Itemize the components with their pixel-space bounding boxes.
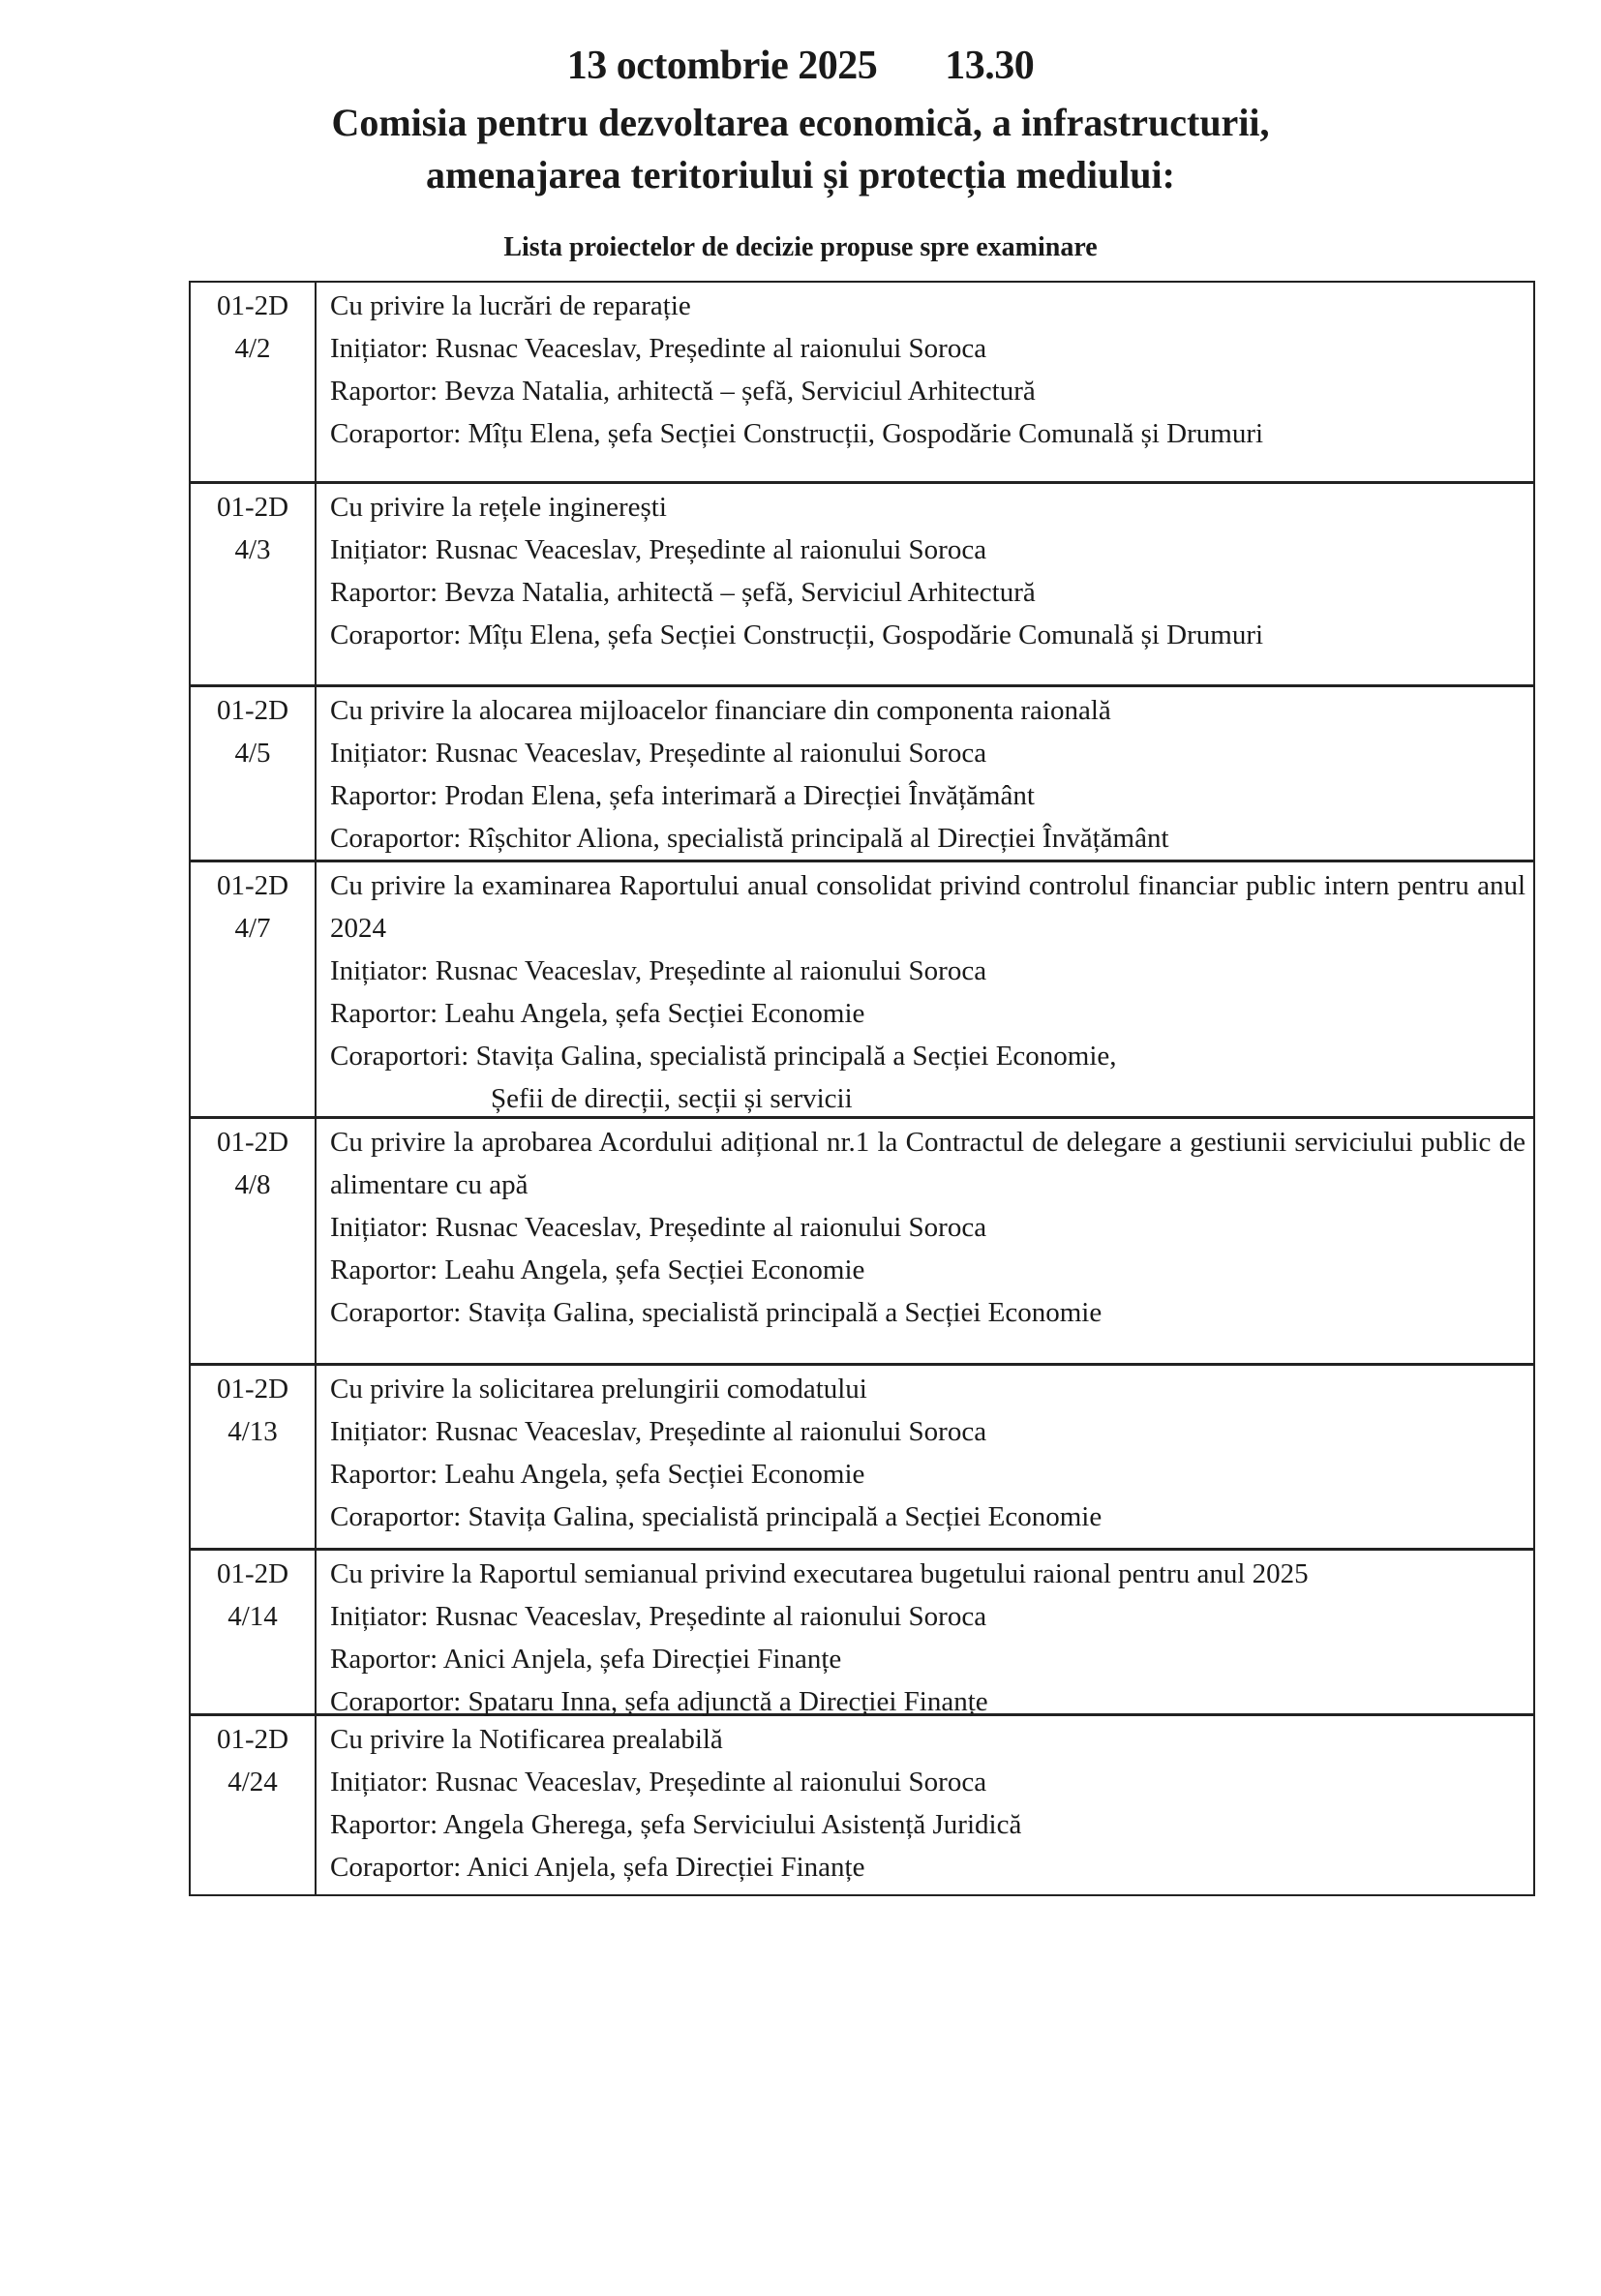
project-raportor: Raportor: Bevza Natalia, arhitectă – șefă, Serviciul Arhitectură [330, 376, 1036, 407]
table-row [191, 1713, 1533, 1894]
committee-title-line2: amenajarea teritoriului și protecția mediului: [426, 153, 1175, 196]
project-coraportor: Coraportor: Anici Anjela, șefa Direcției Finanțe [330, 1852, 865, 1883]
project-title: Cu privire la lucrări de reparație [330, 290, 691, 321]
project-number: 4/5 [234, 738, 271, 769]
project-title: Cu privire la Notificarea prealabilă [330, 1724, 723, 1755]
project-title: Cu privire la rețele inginerești [330, 492, 667, 523]
project-initiator: Inițiator: Rusnac Veaceslav, Președinte al raionului Soroca [330, 534, 987, 565]
project-coraportor: Coraportor: Stavița Galina, specialistă principală a Secției Economie [330, 1297, 1103, 1328]
project-code: 01-2D [216, 492, 289, 523]
project-raportor: Raportor: Leahu Angela, șefa Secției Economie [330, 1459, 865, 1490]
project-code: 01-2D [216, 870, 289, 901]
project-details-cell [317, 484, 1533, 684]
table-row [191, 684, 1533, 860]
project-number: 4/13 [227, 1416, 278, 1447]
project-number: 4/8 [234, 1169, 271, 1200]
project-code-cell [191, 1716, 317, 1894]
meeting-date-time [0, 43, 1601, 89]
project-raportor: Raportor: Angela Gherega, șefa Serviciului Asistență Juridică [330, 1809, 1022, 1840]
project-details-cell [317, 862, 1533, 1116]
table-row [191, 1363, 1533, 1548]
project-code: 01-2D [216, 290, 289, 321]
meeting-date: 13 octombrie 2025 [566, 44, 878, 88]
project-number: 4/2 [234, 333, 271, 364]
project-coraportor: Coraportor: Mîțu Elena, șefa Secției Construcții, Gospodărie Comunală și Drumuri [330, 418, 1264, 449]
table-row [191, 860, 1533, 1116]
project-initiator: Inițiator: Rusnac Veaceslav, Președinte al raionului Soroca [330, 333, 987, 364]
project-code: 01-2D [216, 1724, 289, 1755]
project-code: 01-2D [216, 1558, 289, 1589]
projects-table [189, 281, 1535, 1896]
project-code-cell [191, 1366, 317, 1548]
project-details-cell [317, 1716, 1533, 1894]
project-coraportor: Coraportor: Mîțu Elena, șefa Secției Construcții, Gospodărie Comunală și Drumuri [330, 619, 1264, 650]
project-code-cell [191, 1119, 317, 1363]
project-title: Cu privire la Raportul semianual privind executarea bugetului raional pentru anul 2025 [330, 1558, 1309, 1589]
project-initiator: Inițiator: Rusnac Veaceslav, Președinte al raionului Soroca [330, 1212, 987, 1243]
project-coraportor-extra: Șefii de direcții, secții și servicii [491, 1083, 853, 1114]
project-raportor: Raportor: Leahu Angela, șefa Secției Economie [330, 998, 865, 1029]
project-number: 4/24 [227, 1767, 278, 1798]
project-raportor: Raportor: Prodan Elena, șefa interimară a Direcției Învățământ [330, 780, 1035, 811]
project-initiator: Inițiator: Rusnac Veaceslav, Președinte al raionului Soroca [330, 1416, 987, 1447]
project-number: 4/7 [234, 913, 271, 944]
list-title: Lista proiectelor de decizie propuse spre examinare [503, 232, 1098, 262]
project-code: 01-2D [216, 1127, 289, 1158]
project-code: 01-2D [216, 1374, 289, 1405]
project-title: Cu privire la alocarea mijloacelor financiare din componenta raională [330, 695, 1111, 726]
project-title: Cu privire la solicitarea prelungirii comodatului [330, 1374, 867, 1405]
project-code-cell [191, 283, 317, 481]
project-code: 01-2D [216, 695, 289, 726]
project-coraportor: Coraportori: Stavița Galina, specialistă principală a Secției Economie, [330, 1041, 1117, 1072]
project-initiator: Inițiator: Rusnac Veaceslav, Președinte al raionului Soroca [330, 955, 987, 986]
project-code-cell [191, 862, 317, 1116]
project-coraportor: Coraportor: Spataru Inna, șefa adjunctă a Direcției Finanțe [330, 1686, 988, 1717]
table-row [191, 283, 1533, 481]
project-number: 4/14 [227, 1601, 278, 1632]
project-code-cell [191, 687, 317, 860]
project-details-cell [317, 283, 1533, 481]
project-coraportor: Coraportor: Rîșchitor Aliona, specialistă principală al Direcției Învățământ [330, 823, 1169, 854]
table-row [191, 1548, 1533, 1717]
project-details-cell [317, 1366, 1533, 1548]
project-initiator: Inițiator: Rusnac Veaceslav, Președinte al raionului Soroca [330, 1767, 987, 1798]
project-raportor: Raportor: Leahu Angela, șefa Secției Economie [330, 1254, 865, 1285]
committee-title [0, 97, 1601, 201]
table-row [191, 1116, 1533, 1363]
committee-title-line1: Comisia pentru dezvoltarea economică, a infrastructurii, [331, 101, 1270, 144]
project-number: 4/3 [234, 534, 271, 565]
project-title: Cu privire la examinarea Raportului anual consolidat privind controlul financiar public intern pentru anul 2024 [330, 870, 1525, 944]
project-initiator: Inițiator: Rusnac Veaceslav, Președinte al raionului Soroca [330, 738, 987, 769]
project-title: Cu privire la aprobarea Acordului adițional nr.1 la Contractul de delegare a gestiunii serviciului public de alimentare cu apă [330, 1127, 1525, 1200]
project-details-cell [317, 1551, 1533, 1717]
project-code-cell [191, 484, 317, 684]
project-details-cell [317, 687, 1533, 860]
table-row [191, 481, 1533, 684]
project-raportor: Raportor: Anici Anjela, șefa Direcției Finanțe [330, 1644, 842, 1675]
project-code-cell [191, 1551, 317, 1713]
project-details-cell [317, 1119, 1533, 1363]
project-initiator: Inițiator: Rusnac Veaceslav, Președinte al raionului Soroca [330, 1601, 987, 1632]
project-raportor: Raportor: Bevza Natalia, arhitectă – șefă, Serviciul Arhitectură [330, 577, 1036, 608]
project-coraportor: Coraportor: Stavița Galina, specialistă principală a Secției Economie [330, 1501, 1103, 1532]
meeting-time: 13.30 [945, 44, 1035, 88]
